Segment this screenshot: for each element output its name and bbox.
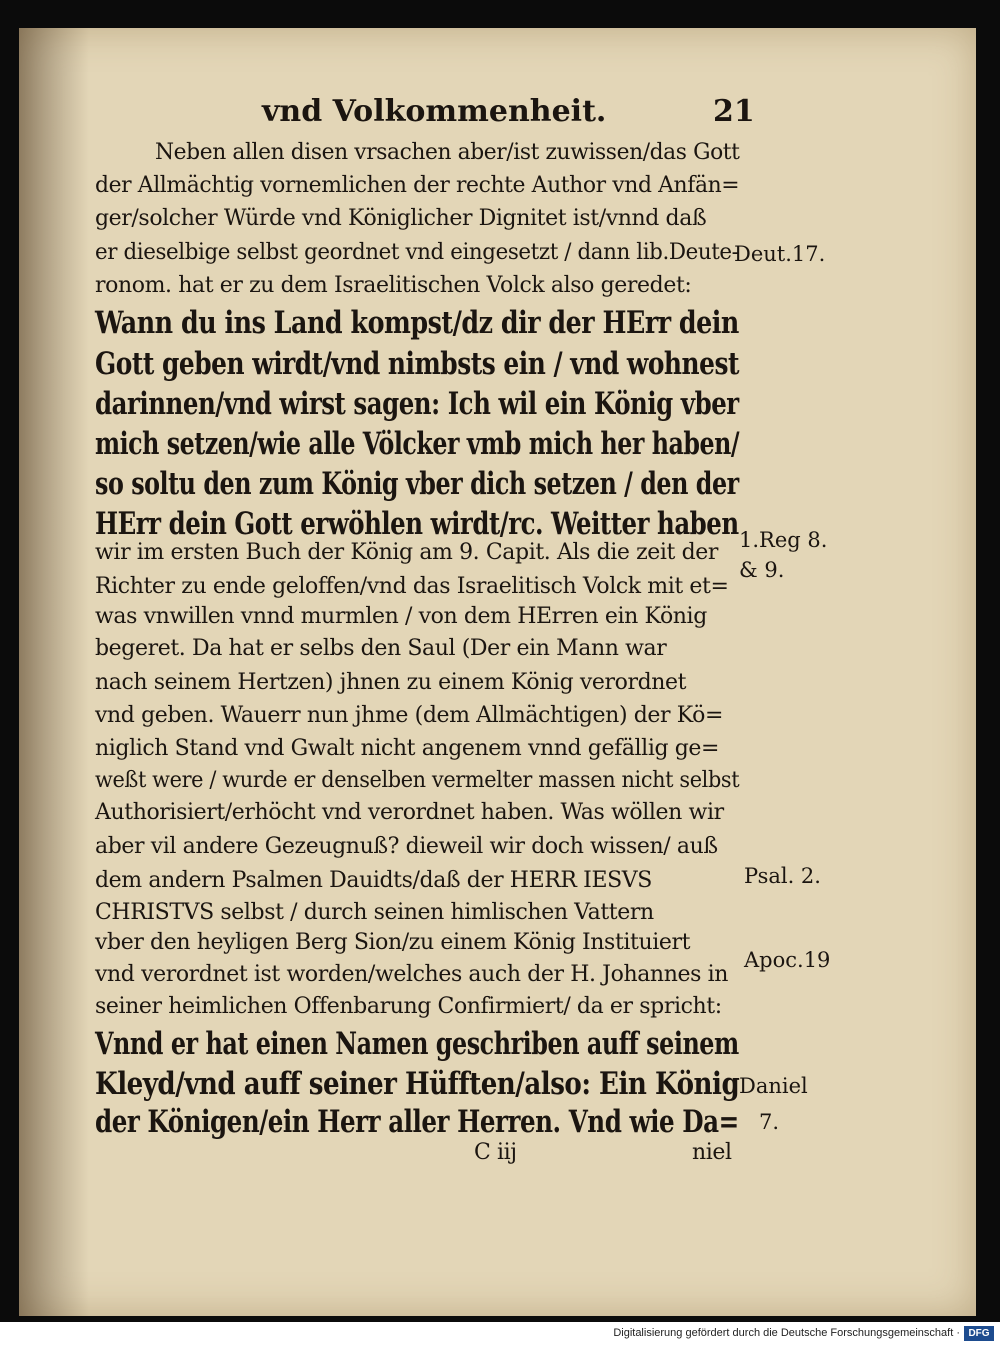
text-line: vber den heyligen Berg Sion/zu einem König Instituiert [95,930,691,955]
text-line: Wann du ins Land kompst/dz dir der HErr dein [95,305,739,341]
text-line: was vnwillen vnnd murmlen / von dem HErren ein König [95,604,707,629]
text-line: aber vil andere Gezeugnuß? dieweil wir doch wissen/ auß [95,834,718,859]
text-line: er dieselbige selbst geordnet vnd eingesetzt / dann lib.Deute- [95,240,739,265]
signature-mark: C iij [474,1140,517,1165]
text-line: nach seinem Hertzen) jhnen zu einem König verordnet [95,670,687,695]
text-line: mich setzen/wie alle Völcker vmb mich her haben/ [95,426,740,462]
text-line: Vnnd er hat einen Namen geschriben auff seinem [95,1026,739,1062]
text-line: Neben allen disen vrsachen aber/ist zuwissen/das Gott [155,140,740,165]
text-line: Richter zu ende geloffen/vnd das Israelitisch Volck mit et= [95,574,729,599]
text-line: niglich Stand vnd Gwalt nicht angenem vnnd gefällig ge= [95,736,720,761]
margin-note: 1.Reg 8. [739,528,828,552]
text-line: ger/solcher Würde vnd Königlicher Dignitet ist/vnnd daß [95,206,707,231]
text-line: weßt were / wurde er denselben vermelter massen nicht selbst [95,768,740,793]
text-line: der Königen/ein Herr aller Herren. Vnd wie Da= [95,1104,739,1140]
footer-bar [0,1322,1000,1346]
text-line: der Allmächtig vornemlichen der rechte Author vnd Anfän= [95,173,740,198]
dfg-logo: DFG [964,1326,994,1341]
text-line: wir im ersten Buch der König am 9. Capit. Als die zeit der [95,540,719,565]
margin-note: Daniel [739,1074,808,1098]
book-page [19,28,976,1316]
footer-credit: Digitalisierung gefördert durch die Deutsche Forschungsgemeinschaft · [613,1327,960,1339]
text-line: darinnen/vnd wirst sagen: Ich wil ein König vber [95,386,739,422]
text-line: vnd geben. Wauerr nun jhme (dem Allmächtigen) der Kö= [95,703,724,728]
catchword: niel [692,1140,732,1165]
margin-note: Psal. 2. [744,864,821,888]
text-line: ronom. hat er zu dem Israelitischen Volck also geredet: [95,273,692,298]
text-line: CHRISTVS selbst / durch seinen himlischen Vattern [95,900,654,925]
text-line: seiner heimlichen Offenbarung Confirmiert/ da er spricht: [95,994,722,1019]
text-line: Kleyd/vnd auff seiner Hüfften/also: Ein König [95,1066,740,1102]
text-line: Authorisiert/erhöcht vnd verordnet haben. Was wöllen wir [95,800,724,825]
text-line: vnd verordnet ist worden/welches auch der H. Johannes in [95,962,728,987]
text-line: so soltu den zum König vber dich setzen / den der [95,466,739,502]
margin-note: Apoc.19 [744,948,831,972]
text-line: HErr dein Gott erwöhlen wirdt/rc. Weitter haben [95,506,739,542]
text-line: begeret. Da hat er selbs den Saul (Der ein Mann war [95,636,667,661]
text-line: dem andern Psalmen Dauidts/daß der HERR IESVS [95,868,652,893]
page-number: 21 [713,94,755,129]
text-line: Gott geben wirdt/vnd nimbsts ein / vnd wohnest [95,346,739,382]
margin-note: Deut.17. [734,242,826,266]
running-head: vnd Volkommenheit. [262,94,607,129]
margin-note: & 9. [739,558,785,582]
margin-note: 7. [759,1110,780,1134]
